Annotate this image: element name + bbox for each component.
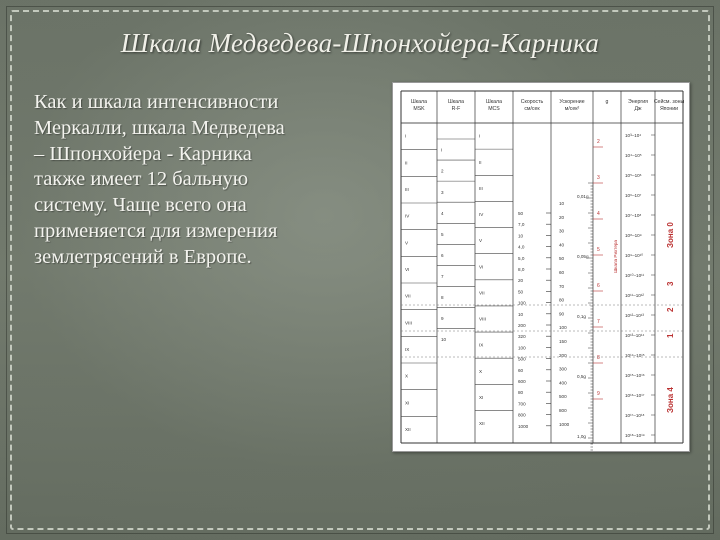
msk-value: VI xyxy=(405,267,410,272)
msk-value: V xyxy=(405,240,409,246)
body-line: землетрясений в Европе. xyxy=(34,245,252,268)
energy-value: 10¹⁶–10¹⁷ xyxy=(625,393,645,398)
rf-value: 6 xyxy=(441,252,444,258)
velocity-value: 80 xyxy=(518,390,524,396)
velocity-value: 50 xyxy=(518,211,524,216)
richter-digit: 4 xyxy=(597,211,600,217)
velocity-value: 200 xyxy=(518,323,526,328)
mcs-value: VIII xyxy=(479,316,486,322)
richter-digit: 2 xyxy=(597,139,600,145)
acceleration-value: 20 xyxy=(559,214,565,220)
zone-digit: 2 xyxy=(666,307,675,312)
mcs-value: II xyxy=(479,159,482,165)
column-header: MSK xyxy=(413,106,425,112)
column-header: R-F xyxy=(451,106,461,112)
acceleration-value: 150 xyxy=(559,339,567,344)
richter-digit: 3 xyxy=(597,175,600,181)
mcs-value: IV xyxy=(479,212,484,218)
body-line: Меркалли, шкала Медведева xyxy=(34,116,285,139)
velocity-value: 800 xyxy=(518,412,526,418)
acceleration-value: 60 xyxy=(559,270,565,275)
energy-value: 10⁷–10⁸ xyxy=(625,213,642,218)
energy-value: 10¹⁵–10¹⁶ xyxy=(625,373,645,378)
mcs-value: XI xyxy=(479,395,484,400)
velocity-value: 4,0 xyxy=(518,244,525,250)
mcs-value: VII xyxy=(479,290,485,296)
velocity-value: 10 xyxy=(518,233,524,239)
column-header: см/сек xyxy=(524,106,540,112)
slide-title: Шкала Медведева-Шпонхойера-Карника xyxy=(120,28,600,58)
column-header: Шкала xyxy=(411,99,427,105)
msk-value: III xyxy=(405,187,409,192)
acceleration-value: 200 xyxy=(559,352,567,358)
acceleration-value: 30 xyxy=(559,228,565,234)
velocity-value: 500 xyxy=(518,356,526,362)
msk-value: II xyxy=(405,160,408,166)
column-header: Ускорение xyxy=(559,99,585,105)
velocity-value: 5,0 xyxy=(518,255,525,261)
richter-digit: 9 xyxy=(597,391,600,397)
slide-body-text xyxy=(34,90,368,271)
richter-vertical-label: Шкала Рихтера xyxy=(613,240,618,273)
msk-value: XI xyxy=(405,400,410,406)
acceleration-value: 1000 xyxy=(559,421,570,427)
g-value: 0,5g xyxy=(577,374,586,379)
velocity-value: 7,0 xyxy=(518,222,525,228)
rf-value: 2 xyxy=(441,168,444,174)
energy-value: 10⁸–10⁹ xyxy=(625,233,642,238)
column-header: м/сек² xyxy=(564,106,580,112)
msk-value: IV xyxy=(405,213,410,219)
mcs-value: IX xyxy=(479,342,484,348)
body-line: применяется для измерения xyxy=(34,220,278,243)
velocity-value: 50 xyxy=(518,289,524,295)
acceleration-value: 40 xyxy=(559,242,565,248)
richter-digit: 7 xyxy=(597,319,600,325)
rf-value: I xyxy=(441,147,443,153)
msk-value: IX xyxy=(405,347,410,352)
acceleration-value: 90 xyxy=(559,311,565,317)
energy-value: 10¹⁸–10¹⁹ xyxy=(625,433,645,438)
rf-value: 4 xyxy=(441,210,444,216)
velocity-value: 600 xyxy=(518,379,526,384)
body-line: систему. Чаще всего она xyxy=(34,194,247,217)
acceleration-value: 70 xyxy=(559,283,565,289)
mcs-value: VI xyxy=(479,264,484,270)
body-line: также имеет 12 бальную xyxy=(34,168,249,191)
msk-value: VII xyxy=(405,293,411,299)
scale-comparison-figure xyxy=(392,82,690,452)
rf-value: 10 xyxy=(441,337,447,343)
rf-value: 7 xyxy=(441,274,444,280)
rf-value: 3 xyxy=(441,189,444,195)
rf-value: 5 xyxy=(441,231,444,237)
velocity-value: 100 xyxy=(518,300,526,306)
richter-digit: 6 xyxy=(597,283,600,289)
zone-digit: 1 xyxy=(666,333,675,338)
rf-value: 8 xyxy=(441,295,444,301)
msk-value: XII xyxy=(405,427,411,432)
velocity-value: 10 xyxy=(518,311,524,317)
acceleration-value: 500 xyxy=(559,394,567,400)
acceleration-value: 400 xyxy=(559,380,567,386)
velocity-value: 20 xyxy=(518,278,524,284)
energy-value: 10³–10⁴ xyxy=(625,133,642,138)
msk-value: VIII xyxy=(405,320,412,326)
column-header: Скорость xyxy=(520,99,544,105)
acceleration-value: 50 xyxy=(559,256,565,262)
column-header: Сейсм. зоны xyxy=(653,99,685,105)
velocity-value: 100 xyxy=(518,345,526,351)
column-header: Шкала xyxy=(448,99,464,105)
msk-value: I xyxy=(405,133,407,139)
energy-value: 10¹⁰–10¹¹ xyxy=(625,273,645,278)
velocity-value: 8,0 xyxy=(518,267,525,272)
mcs-value: XII xyxy=(479,421,485,427)
column-header: Шкала xyxy=(486,99,502,105)
richter-digit: 5 xyxy=(597,247,600,253)
column-header: MCS xyxy=(488,106,500,112)
richter-digit: 8 xyxy=(597,355,600,361)
g-value: 0,01g xyxy=(577,194,589,199)
g-value: 0,1g xyxy=(577,314,586,319)
column-header: Дж xyxy=(634,106,642,112)
rf-value: 9 xyxy=(441,316,444,322)
velocity-value: 1000 xyxy=(518,423,529,429)
mcs-value: I xyxy=(479,133,481,139)
column-header: g xyxy=(605,99,609,105)
body-line: Как и шкала интенсивности xyxy=(34,91,279,113)
scale-comparison-table xyxy=(393,83,689,451)
energy-value: 10¹³–10¹⁴ xyxy=(625,333,645,338)
energy-value: 10¹⁷–10¹⁸ xyxy=(625,413,645,418)
acceleration-value: 80 xyxy=(559,297,565,303)
energy-value: 10¹²–10¹³ xyxy=(625,313,644,318)
g-value: 0,05g xyxy=(577,254,589,259)
acceleration-value: 300 xyxy=(559,366,567,372)
msk-value: X xyxy=(405,373,409,379)
zone-label: Зона 0 xyxy=(666,222,675,248)
energy-value: 10⁹–10¹⁰ xyxy=(625,253,644,258)
mcs-value: X xyxy=(479,368,483,374)
velocity-value: 60 xyxy=(518,367,524,373)
mcs-value: III xyxy=(479,185,483,191)
acceleration-value: 10 xyxy=(559,201,565,206)
energy-value: 10¹⁴–10¹⁵ xyxy=(625,353,645,358)
zone-label: Зона 4 xyxy=(666,387,675,413)
energy-value: 10⁶–10⁷ xyxy=(625,193,642,198)
velocity-value: 320 xyxy=(518,334,526,340)
energy-value: 10⁴–10⁵ xyxy=(625,153,642,158)
energy-value: 10⁵–10⁶ xyxy=(625,173,642,178)
column-header: Энергия xyxy=(628,99,648,105)
body-line: – Шпонхойера - Карника xyxy=(34,142,252,165)
g-value: 1,0g xyxy=(577,434,586,439)
acceleration-value: 800 xyxy=(559,408,567,413)
energy-value: 10¹¹–10¹² xyxy=(625,293,644,298)
acceleration-value: 100 xyxy=(559,325,567,331)
velocity-value: 700 xyxy=(518,401,526,407)
zone-digit: 3 xyxy=(666,281,675,286)
column-header: Японии xyxy=(659,106,679,112)
mcs-value: V xyxy=(479,238,483,244)
